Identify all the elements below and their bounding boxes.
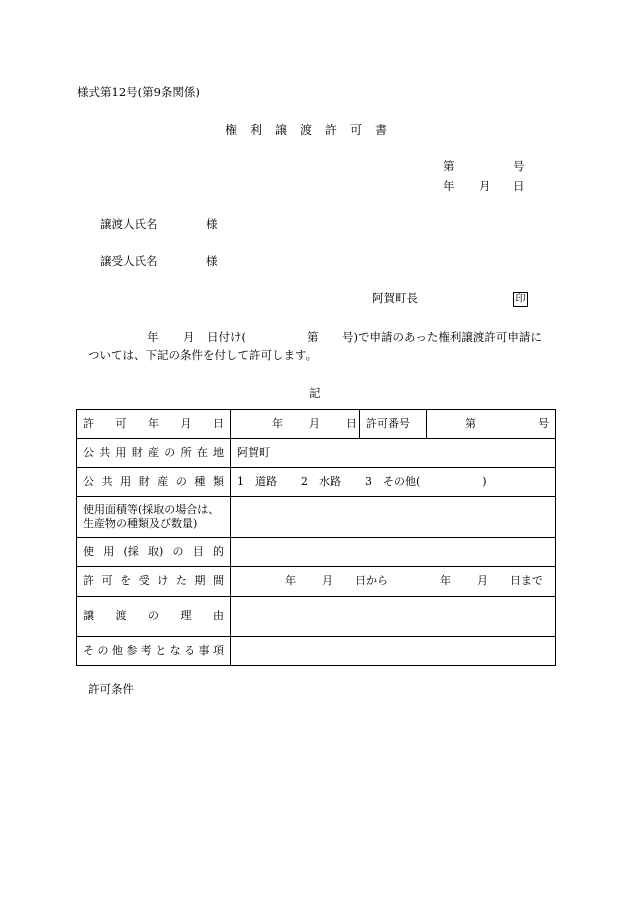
transferee-honorific: 様 [206,254,218,268]
kind-option-water: 2 水路 [301,474,341,488]
permit-number-label: 許可番号 [360,410,427,439]
transferor-label: 譲渡人氏名 [100,217,158,231]
permit-table [76,409,556,666]
doc-date-year: 年 [443,179,455,193]
body-line1-rest: 号)で申請のあった権利譲渡許可申請に [342,330,542,344]
reason-label: 譲 渡 の 理 由 [77,597,231,637]
row-location [77,439,556,468]
permit-date-label: 許 可 年 月 日 [77,410,231,439]
other-value [231,637,556,666]
row-period [77,567,556,597]
doc-number-suffix: 号 [513,159,525,173]
conditions-label: 許可条件 [88,682,134,696]
permit-number-value: 第 号 [427,410,556,439]
body-line1-no: 第 [307,330,319,344]
kind-value [231,468,556,497]
body-line1-month: 月 [183,330,195,344]
row-purpose [77,538,556,567]
document-title: 権利譲渡許可書 [225,123,401,137]
kind-option-other: 3 その他( [365,474,421,488]
body-line1-dated: 日付け( [207,330,246,344]
body-line1-year: 年 [147,330,159,344]
area-value [231,497,556,538]
location-label: 公 共 用 財 産 の 所 在 地 [77,439,231,468]
ki-label: 記 [309,386,321,400]
row-permit-date [77,410,556,439]
transferee-label: 譲受人氏名 [100,254,158,268]
issuer-title: 阿賀町長 [372,291,418,305]
area-label: 使用面積等(採取の場合は、 生産物の種類及び数量) [77,497,231,538]
row-other [77,637,556,666]
transferor-honorific: 様 [206,217,218,231]
body-line2: ついては、下記の条件を付して許可します。 [88,348,318,362]
reason-value [231,597,556,637]
permit-date-value: 年 月 日 [231,410,360,439]
kind-option-close: ) [482,474,487,488]
period-label: 許 可 を 受 け た 期 間 [77,567,231,597]
kind-option-road: 1 道路 [237,474,277,488]
period-value: 年 月 日から 年 月 日まで [231,567,556,597]
form-number: 様式第12号(第9条関係) [77,85,200,99]
row-reason [77,597,556,637]
doc-date-month: 月 [479,179,491,193]
location-value: 阿賀町 [231,439,556,468]
other-label: そ の 他 参 考 と な る 事 項 [77,637,231,666]
kind-label: 公 共 用 財 産 の 種 類 [77,468,231,497]
doc-date-day: 日 [513,179,525,193]
doc-number-prefix: 第 [443,159,455,173]
purpose-label: 使 用 (採 取) の 目 的 [77,538,231,567]
row-area [77,497,556,538]
purpose-value [231,538,556,567]
seal-box: 印 [513,292,528,307]
row-kind [77,468,556,497]
